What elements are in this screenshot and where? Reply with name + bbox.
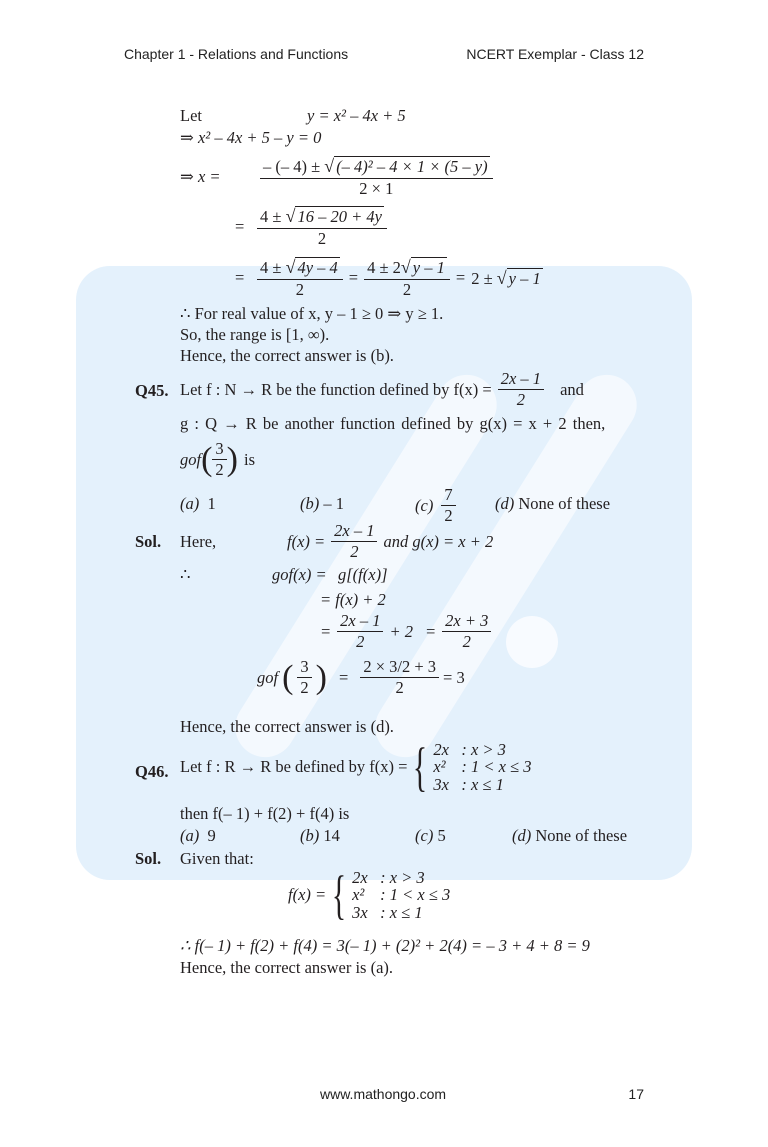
q45-sol-answer: Hence, the correct answer is (d). [180, 717, 394, 736]
q46-option-b [300, 826, 340, 846]
q44-line5-fraction2: $\frac{4 \pm 2√ y - 1}{2}$ [364, 258, 450, 299]
q44-line5-f1-a: 4 ± [260, 258, 286, 277]
q46-option-b-value: 14 [323, 826, 340, 845]
q45-sol-gof-step1: g[(f(x)] [338, 565, 388, 584]
q45-sol-eval: gof ( $\frac{3}{2}$ ) = $\frac{2 \times 3/2 + 3}{2}$ = 3 [257, 657, 465, 698]
q46-case-1: 2x : x > 3 [433, 740, 506, 760]
q45-sol-f-fraction [331, 522, 377, 561]
q45-f-fraction [498, 370, 544, 409]
q45-line1-text: Let f : N → R be the function defined by f(x) = [180, 379, 492, 399]
q45-sol-f-lhs: f(x) = [287, 531, 326, 551]
q45-option-b-label: (b) [300, 494, 320, 513]
q45-sol-eval-result: = 3 [443, 667, 465, 687]
q44-line3-fraction: $\frac{\text{– (– 4) ± √ (– 4)² – 4 × 1 × (5 – y)}}{2 \times 1}$ [260, 157, 493, 198]
q45-sol-gof-step3: = $\frac{2x - 1}{2}$ + 2 = $\frac{2x + 3}{2}$ [320, 612, 491, 651]
q46-cases [433, 741, 531, 793]
q44-line4-fraction: $\frac{4 \pm √ 16 - 20 + 4y}{2}$ [257, 207, 387, 248]
q45-gof: gof [180, 449, 202, 469]
q45-option-c-label: (c) [415, 495, 434, 515]
q45-sol-step3-res-num: 2x + 3 [442, 612, 491, 632]
q46-text-a: Let f : R → R be defined by f(x) = [180, 757, 408, 776]
q44-line5-f2-den: 2 [402, 279, 412, 299]
q45-line3: gof ( $\frac{3}{2}$ ) is [180, 439, 256, 480]
q46-sol-case-1: 2x : x > 3 [352, 868, 425, 888]
q46-case-2: x² : 1 < x ≤ 3 [433, 757, 532, 777]
q45-option-b-value: – 1 [323, 494, 344, 513]
book-title: NCERT Exemplar - Class 12 [466, 46, 644, 62]
q45-sol-eval-den: 2 [395, 678, 404, 698]
q46-option-a-label: (a) [180, 826, 200, 845]
q46-option-d-value: None of these [535, 826, 628, 845]
q46-number: Q46. [135, 762, 169, 781]
q45-sol-step3-result [442, 612, 491, 651]
q44-answer: Hence, the correct answer is (b). [180, 346, 394, 365]
q46-case-3: 3x : x ≤ 1 [433, 774, 504, 794]
q45-option-c-fraction [441, 486, 455, 525]
q46-option-a-value: 9 [207, 826, 216, 845]
q46-sol-given: Given that: [180, 849, 254, 868]
website-link[interactable]: www.mathongo.com [320, 1086, 447, 1102]
q45-option-a-value: 1 [207, 494, 216, 513]
q46-sol-label: Sol. [135, 849, 162, 868]
q45-sol-eval-arg [297, 658, 311, 697]
q46-sol-cases [352, 869, 450, 921]
q44-line3 [180, 157, 493, 198]
q45-sol-f-num: 2x – 1 [331, 522, 377, 542]
q45-gof-arg-num: 3 [212, 440, 226, 460]
q46-option-a [180, 826, 216, 846]
q45-line2: g : Q → R be another function defined by g(x) = x + 2 then, [180, 414, 606, 433]
page-number: 17 [628, 1086, 644, 1102]
q45-option-c-num: 7 [441, 486, 455, 506]
q45-sol-eval-num: 2 × 3/2 + 3 [360, 658, 439, 678]
q46-sol-def: f(x) = { 2x : x > 3 x² : 1 < x ≤ 3 3x : x ≤ 1 [288, 865, 451, 925]
q45-sol-f-den: 2 [350, 542, 359, 562]
q45-line1 [180, 370, 584, 409]
q44-line4-den: 2 [317, 228, 327, 248]
q45-sol-eval-gof: gof [257, 667, 279, 687]
q45-sol-gof-lhs: gof(x) = [272, 565, 327, 584]
q46-option-d-label: (d) [512, 826, 532, 845]
q45-option-d-label: (d) [495, 494, 515, 513]
q44-line3-num-a: – (– 4) ± [263, 157, 325, 176]
q45-gof-arg-den: 2 [215, 460, 224, 480]
q46-line1: Let f : R → R be defined by f(x) = { 2x : x > 3 x² : 1 < x ≤ 3 3x : x ≤ 1 [180, 737, 532, 797]
q45-sol-step3-res-den: 2 [462, 632, 471, 652]
q45-is: is [244, 449, 256, 469]
q46-sol-case-2: x² : 1 < x ≤ 3 [352, 885, 451, 905]
q44-line4-num-a: 4 ± [260, 207, 286, 226]
q45-option-c-den: 2 [444, 506, 453, 526]
q44-conclusion1: ∴ For real value of x, y – 1 ≥ 0 ⇒ y ≥ 1. [180, 304, 444, 323]
q45-sol-label: Sol. [135, 532, 162, 551]
q45-f-num: 2x – 1 [498, 370, 544, 390]
q46-option-c-label: (c) [415, 826, 434, 845]
q45-sol-step3-frac [337, 612, 383, 651]
q45-sol-step3-num: 2x – 1 [337, 612, 383, 632]
q45-sol-gof-step2: = f(x) + 2 [320, 590, 386, 609]
q44-line5-result: 2 ± √ y – 1 [471, 267, 541, 288]
q44-conclusion2: So, the range is [1, ∞). [180, 325, 330, 344]
q44-line1-expr: y = x² – 4x + 5 [307, 106, 406, 125]
q44-line3-radicand: (– 4)² – 4 × 1 × (5 – y) [336, 157, 488, 176]
q46-sol-case-3: 3x : x ≤ 1 [352, 902, 423, 922]
q45-option-a [180, 494, 216, 514]
q46-sol-f-lhs: f(x) = [288, 885, 327, 904]
q45-sol-step3-plus: + 2 [389, 621, 413, 641]
q45-sol-eval-arg-num: 3 [297, 658, 311, 678]
q45-option-d-value: None of these [518, 494, 611, 513]
q44-line5-f2-radicand: y – 1 [412, 258, 445, 277]
q45-sol-def [287, 522, 493, 561]
q45-option-b [300, 494, 344, 514]
q44-line5-fraction1: $\frac{4 \pm √ 4y - 4}{2}$ [257, 258, 343, 299]
q45-sol-step3-den: 2 [356, 632, 365, 652]
q44-line3-prefix: ⇒ x = [180, 167, 221, 187]
q45-gof-arg [212, 440, 226, 479]
q44-line3-den: 2 × 1 [359, 178, 394, 198]
q45-sol-g-def: and g(x) = x + 2 [383, 531, 494, 551]
q45-number: Q45. [135, 381, 169, 400]
q45-option-a-label: (a) [180, 494, 200, 513]
q44-line4-radicand: 16 – 20 + 4y [297, 207, 382, 226]
q44-line5: = $\frac{4 \pm √ 4y - 4}{2}$ = $\frac{4 \pm 2√ y - 1}{2}$ = 2 ± √ y – 1 [235, 257, 541, 299]
q44-line4: = $\frac{4 \pm √ 16 - 20 + 4y}{2}$ [235, 207, 387, 248]
q44-line2: ⇒ x² – 4x + 5 – y = 0 [180, 128, 322, 147]
q45-sol-here: Here, [180, 532, 217, 551]
q44-line5-result-a: 2 ± [471, 268, 497, 288]
q45-and: and [560, 379, 584, 399]
q45-sol-therefore: ∴ [180, 565, 191, 584]
q45-f-den: 2 [516, 390, 526, 410]
q45-sol-eval-arg-den: 2 [300, 678, 309, 698]
q45-option-c [415, 486, 456, 525]
q44-let-label: Let [180, 106, 202, 125]
q46-text-b: then f(– 1) + f(2) + f(4) is [180, 804, 350, 823]
q46-option-b-label: (b) [300, 826, 320, 845]
q45-sol-eval-frac [360, 658, 439, 697]
q46-sol-answer: Hence, the correct answer is (a). [180, 958, 394, 977]
q46-sol-computation: ∴ f(– 1) + f(2) + f(4) = 3(– 1) + (2)² + 2(4) = – 3 + 4 + 8 = 9 [180, 936, 590, 955]
q44-line5-result-radicand: y – 1 [508, 268, 541, 288]
q46-option-c [415, 826, 446, 846]
q45-option-d [495, 494, 610, 514]
q46-option-d [512, 826, 627, 846]
chapter-title: Chapter 1 - Relations and Functions [124, 46, 349, 62]
q44-line5-f1-radicand: 4y – 4 [297, 258, 338, 277]
q44-line5-f2-a: 4 ± 2 [367, 258, 401, 277]
q46-option-c-value: 5 [437, 826, 446, 845]
q44-line5-f1-den: 2 [295, 279, 305, 299]
